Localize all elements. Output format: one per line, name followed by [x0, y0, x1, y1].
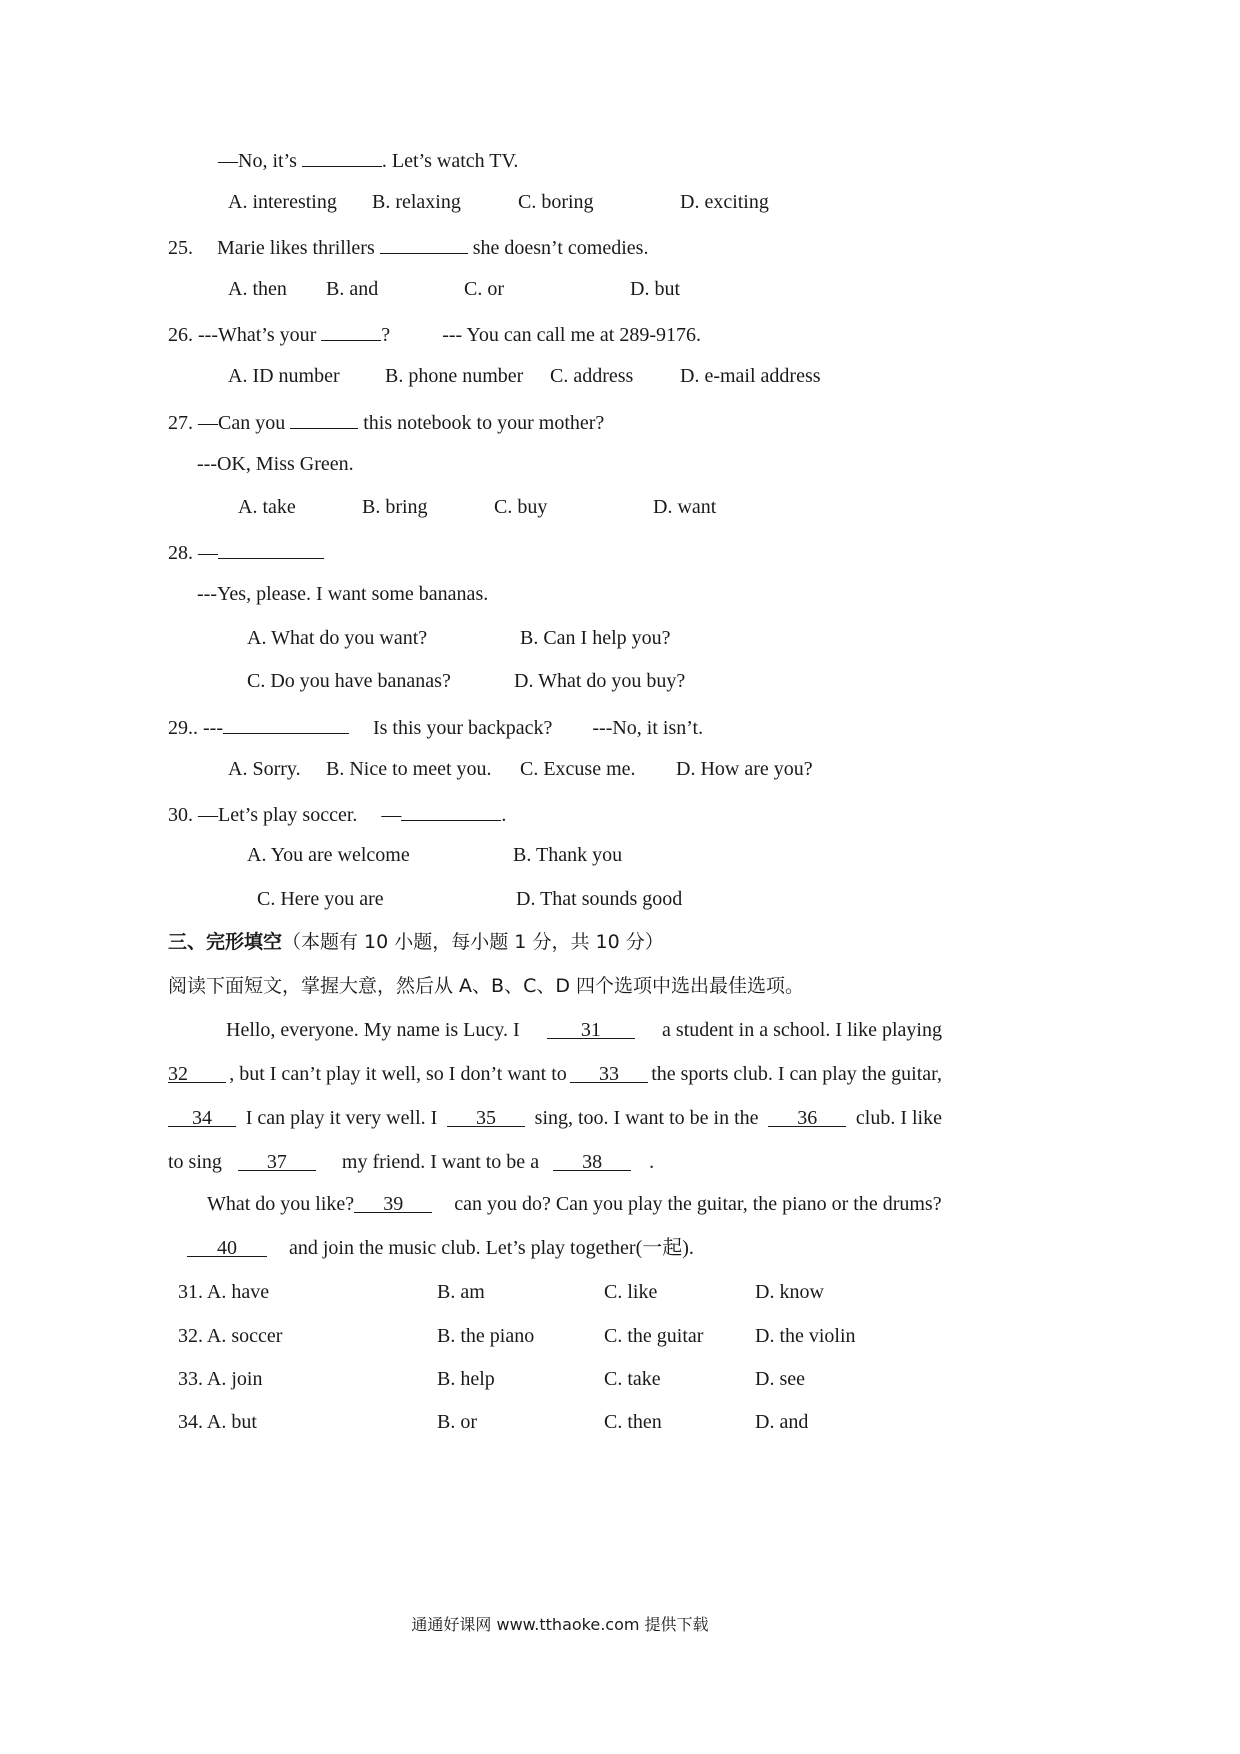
q29-option-a: A. Sorry.	[228, 758, 301, 780]
q26-question	[168, 320, 701, 347]
q25-option-b: B. and	[326, 278, 379, 300]
q29-question	[168, 713, 703, 740]
q28-question	[168, 538, 324, 565]
passage-text: sing, too. I want to be in the	[534, 1107, 759, 1129]
q29-text-a: 29.. ---	[168, 717, 223, 739]
passage-text: a student in a school. I like playing	[662, 1019, 942, 1041]
passage-text: .	[649, 1151, 655, 1173]
q25-text-b: she doesn’t comedies.	[472, 237, 649, 259]
q27-option-a: A. take	[238, 496, 296, 518]
q27-question	[168, 408, 604, 435]
q31-option-a: 31. A. have	[178, 1281, 270, 1303]
blank-37: 37	[238, 1150, 316, 1171]
q34-option-c: C. then	[604, 1411, 662, 1433]
blank-33: 33	[570, 1062, 648, 1083]
q25-number: 25.	[168, 237, 193, 259]
q29-text-b: Is this your backpack?	[372, 717, 553, 739]
q26-text-b: ?	[381, 324, 391, 346]
q33-option-c: C. take	[604, 1368, 661, 1390]
section3-instruction: 阅读下面短文，掌握大意，然后从 A、B、C、D 四个选项中选出最佳选项。	[168, 975, 805, 997]
q30-text-b: —	[381, 804, 402, 826]
q24-option-d: D. exciting	[680, 191, 769, 213]
q29-blank	[223, 713, 349, 734]
blank-35: 35	[447, 1106, 525, 1127]
passage-text: , but I can’t play it well, so I don’t want to	[229, 1063, 567, 1085]
passage-text: Hello, everyone. My name is Lucy. I	[226, 1019, 520, 1041]
q27-option-d: D. want	[653, 496, 717, 518]
q31-option-d: D. know	[755, 1281, 824, 1303]
q27-blank	[290, 408, 358, 429]
passage-line-5	[207, 1192, 942, 1216]
q34-option-b: B. or	[437, 1411, 477, 1433]
q25-option-a: A. then	[228, 278, 287, 300]
q32-option-c: C. the guitar	[604, 1325, 704, 1347]
q33-option-d: D. see	[755, 1368, 805, 1390]
q28-option-a: A. What do you want?	[247, 627, 428, 649]
q26-option-a: A. ID number	[228, 365, 340, 387]
q30-option-c: C. Here you are	[257, 888, 384, 910]
q25-text-a: Marie likes thrillers	[217, 237, 375, 259]
q29-option-c: C. Excuse me.	[520, 758, 636, 780]
q34-option-d: D. and	[755, 1411, 809, 1433]
page-footer: 通通好课网 www.tthaoke.com 提供下载	[411, 1615, 709, 1634]
q30-option-b: B. Thank you	[513, 844, 623, 866]
q24-option-c: C. boring	[518, 191, 594, 213]
q30-option-d: D. That sounds good	[516, 888, 683, 910]
q26-text-a: 26. ---What’s your	[168, 324, 317, 346]
passage-line-6	[187, 1236, 694, 1260]
q32-option-d: D. the violin	[755, 1325, 856, 1347]
passage-line-2	[168, 1062, 942, 1086]
q26-option-d: D. e-mail address	[680, 365, 821, 387]
q28-text-a: 28. —	[168, 542, 218, 564]
section3-heading	[168, 930, 664, 954]
passage-text: my friend. I want to be a	[341, 1151, 540, 1173]
passage-text: What do you like?	[207, 1193, 355, 1215]
q29-option-d: D. How are you?	[676, 758, 813, 780]
blank-36: 36	[768, 1106, 846, 1127]
q28-option-b: B. Can I help you?	[520, 627, 671, 649]
blank-32: 32	[168, 1062, 226, 1083]
q30-blank	[401, 800, 501, 821]
passage-line-3	[168, 1106, 942, 1130]
q32-option-b: B. the piano	[437, 1325, 535, 1347]
q27-option-c: C. buy	[494, 496, 548, 518]
q25-option-c: C. or	[464, 278, 504, 300]
q31-option-c: C. like	[604, 1281, 658, 1303]
passage-line-1	[168, 1018, 942, 1042]
q33-option-a: 33. A. join	[178, 1368, 263, 1390]
passage-text: to sing	[168, 1151, 222, 1173]
q29-option-b: B. Nice to meet you.	[326, 758, 492, 780]
q27-answer: ---OK, Miss Green.	[197, 453, 354, 475]
q24-answer-line	[218, 146, 518, 173]
q27-text-b: this notebook to your mother?	[363, 412, 605, 434]
q30-question	[168, 800, 506, 827]
q25-blank	[380, 233, 468, 254]
passage-text: I can play it very well. I	[245, 1107, 438, 1129]
q24-option-a: A. interesting	[228, 191, 337, 213]
q24-text-a: —No, it’s	[218, 150, 297, 172]
q27-option-b: B. bring	[362, 496, 428, 518]
blank-31: 31	[547, 1018, 635, 1039]
passage-text: the sports club. I can play the guitar,	[651, 1063, 942, 1085]
q26-option-b: B. phone number	[385, 365, 524, 387]
blank-39: 39	[354, 1192, 432, 1213]
q28-blank	[218, 538, 324, 559]
blank-34: 34	[168, 1106, 236, 1127]
q25-question	[168, 233, 648, 260]
passage-text: can you do? Can you play the guitar, the piano or the drums?	[454, 1193, 942, 1215]
q30-option-a: A. You are welcome	[247, 844, 410, 866]
q28-option-d: D. What do you buy?	[514, 670, 686, 692]
q28-option-c: C. Do you have bananas?	[247, 670, 451, 692]
q28-answer: ---Yes, please. I want some bananas.	[197, 583, 489, 605]
q24-blank	[302, 146, 382, 167]
section3-score: （本题有 10 小题，每小题 1 分，共 10 分）	[282, 931, 664, 953]
section3-title: 三、完形填空	[168, 931, 283, 953]
q26-blank	[321, 320, 381, 341]
q30-text-c: .	[501, 804, 507, 826]
passage-line-4	[168, 1150, 654, 1174]
q26-option-c: C. address	[550, 365, 634, 387]
passage-text: and join the music club. Let’s play together(一起).	[289, 1237, 694, 1259]
q27-text-a: 27. —Can you	[168, 412, 286, 434]
q32-option-a: 32. A. soccer	[178, 1325, 283, 1347]
q34-option-a: 34. A. but	[178, 1411, 257, 1433]
q29-text-c: ---No, it isn’t.	[592, 717, 704, 739]
q26-text-c: --- You can call me at 289-9176.	[442, 324, 702, 346]
q24-text-b: . Let’s watch TV.	[381, 150, 519, 172]
q25-option-d: D. but	[630, 278, 680, 300]
q33-option-b: B. help	[437, 1368, 495, 1390]
q31-option-b: B. am	[437, 1281, 485, 1303]
blank-40: 40	[187, 1236, 267, 1257]
blank-38: 38	[553, 1150, 631, 1171]
q24-option-b: B. relaxing	[372, 191, 461, 213]
passage-text: club. I like	[855, 1107, 942, 1129]
q30-text-a: 30. —Let’s play soccer.	[168, 804, 358, 826]
